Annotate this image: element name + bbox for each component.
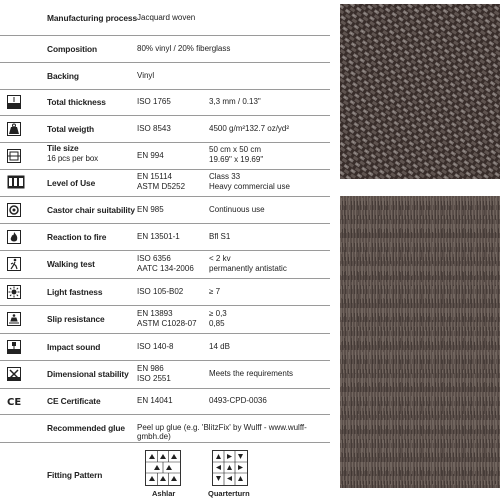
spec-value-line1: 50 cm x 50 cm — [209, 145, 262, 154]
slip-resistance-icon — [7, 312, 21, 326]
spec-standard: EN 14041 — [137, 396, 173, 405]
spec-row-recommended-glue — [0, 414, 330, 443]
spec-value: 80% vinyl / 20% fiberglass — [137, 44, 231, 53]
light-fastness-icon — [7, 285, 21, 299]
impact-sound-icon — [7, 340, 21, 354]
spec-standard: EN 13501-1 — [137, 232, 180, 241]
spec-value-line2: Heavy commercial use — [209, 181, 290, 191]
spec-value: Vinyl — [137, 71, 155, 80]
spec-value — [209, 145, 263, 164]
spec-value-line1: < 2 kv — [209, 254, 231, 263]
spec-value-line2: 0,85 — [209, 318, 225, 328]
carpet-swatch-top — [340, 4, 500, 179]
spec-value: Bfl S1 — [209, 232, 231, 241]
spec-row-thickness — [0, 89, 330, 116]
spec-label: Impact sound — [47, 342, 101, 352]
thickness-icon — [7, 95, 21, 109]
spec-value — [209, 172, 290, 191]
dimensional-stability-icon — [7, 367, 21, 381]
spec-standard — [137, 254, 194, 273]
walking-test-icon — [7, 257, 21, 271]
tile-size-icon — [7, 149, 21, 163]
spec-row-level-of-use — [0, 169, 330, 197]
spec-label — [47, 144, 98, 163]
spec-row-walking-test — [0, 250, 330, 279]
spec-row-dimensional-stability — [0, 360, 330, 389]
fire-icon — [7, 230, 21, 244]
spec-standard-line2: ASTM C1028-07 — [137, 318, 197, 328]
ashlar-label: Ashlar — [152, 489, 176, 498]
spec-value — [209, 254, 287, 273]
spec-label: Light fastness — [47, 287, 103, 297]
spec-value-line2: 19.69" x 19.69" — [209, 154, 264, 164]
spec-label: Recommended glue — [47, 423, 125, 433]
spec-label: Composition — [47, 44, 98, 54]
spec-standard — [137, 172, 185, 191]
spec-value: Jacquard woven — [137, 13, 196, 22]
spec-label: Total thickness — [47, 97, 106, 107]
quarterturn-label: Quarterturn — [208, 489, 250, 498]
spec-label-main: Tile size — [47, 143, 79, 153]
spec-label: Backing — [47, 71, 79, 81]
spec-value: 4500 g/m²132.7 oz/yd² — [209, 124, 290, 133]
spec-row-ce-certificate — [0, 388, 330, 415]
ashlar-pattern-diagram — [145, 450, 181, 486]
svg-text:CE: CE — [7, 397, 21, 408]
fitting-pattern-label: Fitting Pattern — [47, 470, 103, 480]
spec-value: 3,3 mm / 0.13" — [209, 97, 261, 106]
spec-value-line2: permanently antistatic — [209, 263, 287, 273]
weight-icon — [7, 122, 21, 136]
carpet-swatch-bottom — [340, 196, 500, 488]
spec-standard: ISO 140-8 — [137, 342, 174, 351]
spec-row-castor-chair — [0, 196, 330, 224]
level-of-use-icon — [7, 175, 25, 189]
spec-value: Continuous use — [209, 205, 265, 214]
spec-value: Peel up glue (e.g. 'BlitzFix' by Wulff - www.wulff-gmbh.de) — [137, 423, 307, 441]
spec-row-weight — [0, 115, 330, 143]
spec-label: Manufacturing process — [47, 13, 138, 23]
spec-row-tile-size — [0, 142, 330, 170]
spec-label: Walking test — [47, 259, 95, 269]
spec-row-impact-sound — [0, 333, 330, 361]
spec-value: ≥ 7 — [209, 287, 221, 296]
spec-label: CE Certificate — [47, 396, 101, 406]
spec-standard-line2: ISO 2551 — [137, 373, 171, 383]
spec-standard-line1: EN 13893 — [137, 309, 173, 318]
spec-label: Level of Use — [47, 178, 96, 188]
spec-label: Castor chair suitability — [47, 205, 135, 215]
spec-standard-line2: AATC 134-2006 — [137, 263, 194, 273]
spec-standard — [137, 309, 197, 328]
spec-standard: ISO 105-B02 — [137, 287, 184, 296]
spec-label-sub: 16 pcs per box — [47, 153, 99, 163]
castor-chair-icon — [7, 203, 21, 217]
spec-standard — [137, 364, 171, 383]
spec-label: Slip resistance — [47, 314, 105, 324]
spec-row-slip-resistance — [0, 305, 330, 334]
spec-value: 0493-CPD-0036 — [209, 396, 267, 405]
spec-standard-line2: ASTM D5252 — [137, 181, 186, 191]
spec-value: Meets the requirements — [209, 369, 294, 378]
spec-standard-line1: EN 15114 — [137, 172, 172, 181]
spec-standard-line1: EN 986 — [137, 364, 164, 373]
spec-standard: EN 985 — [137, 205, 164, 214]
quarterturn-pattern-diagram — [212, 450, 248, 486]
spec-standard: ISO 8543 — [137, 124, 171, 133]
spec-value-line1: Class 33 — [209, 172, 241, 181]
spec-value: 14 dB — [209, 342, 230, 351]
spec-row-backing — [0, 62, 330, 90]
ce-icon — [7, 394, 21, 408]
spec-standard-line1: ISO 6356 — [137, 254, 171, 263]
spec-standard: ISO 1765 — [137, 97, 171, 106]
spec-row-manufacturing — [0, 0, 330, 36]
spec-row-fire — [0, 223, 330, 251]
spec-label: Reaction to fire — [47, 232, 107, 242]
spec-value — [209, 309, 227, 328]
spec-standard: EN 994 — [137, 151, 164, 160]
spec-row-light-fastness — [0, 278, 330, 306]
spec-row-composition — [0, 35, 330, 63]
spec-label: Total weigth — [47, 124, 95, 134]
spec-label: Dimensional stability — [47, 369, 129, 379]
spec-value-line1: ≥ 0,3 — [209, 309, 227, 318]
